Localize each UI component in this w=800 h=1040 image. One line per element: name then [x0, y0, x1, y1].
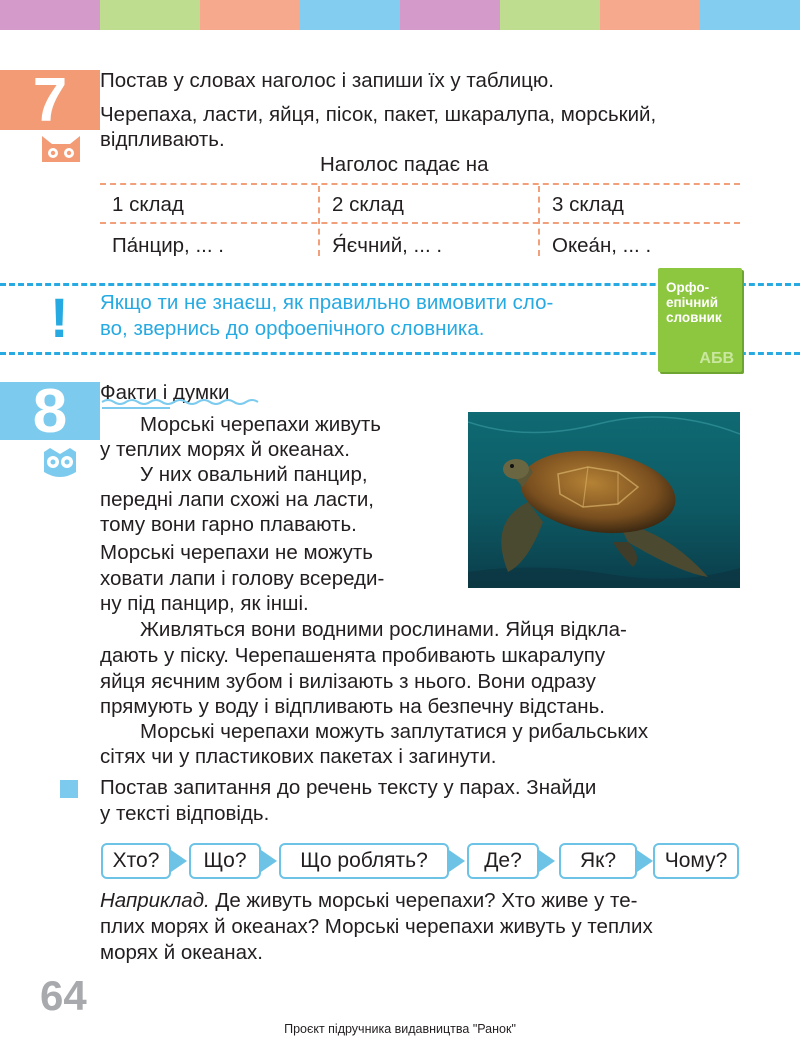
title-wavy-underline: [100, 398, 265, 412]
task-8-number: [0, 376, 100, 446]
arrow-icon: [449, 850, 465, 872]
text-line: У них овальний панцир,: [140, 463, 368, 486]
text-line: ну під панцир, як інші.: [100, 592, 309, 615]
task-7-number: [0, 65, 100, 135]
subtask-square-marker: [60, 780, 78, 798]
task-8-title: Факти і думки: [100, 381, 230, 404]
cell-syllable-3: Океа́н, ... .: [552, 234, 652, 257]
table-divider-1: [318, 186, 320, 256]
question-what-do: Що роблять?: [279, 843, 449, 879]
question-how: Як?: [559, 843, 637, 879]
subtask-line2: у тексті відповідь.: [100, 802, 270, 825]
arrow-icon: [171, 850, 187, 872]
task-7-number-text: 7: [32, 65, 68, 135]
sea-turtle-image: [468, 412, 740, 588]
header-syllable-3: 3 склад: [552, 193, 624, 216]
text-line: яйця яєчним зубом і вилізають з нього. Вони одразу: [100, 670, 596, 693]
table-caption: Наголос падає на: [320, 153, 489, 176]
orthoepic-dictionary-book: [658, 268, 742, 372]
question-what: Що?: [189, 843, 261, 879]
book-title-line3: словник: [666, 310, 722, 325]
arrow-icon: [637, 850, 653, 872]
text-line: у теплих морях й океанах.: [100, 438, 350, 461]
cell-syllable-2: Я́єчний, ... .: [332, 234, 443, 257]
question-who: Хто?: [101, 843, 171, 879]
arrow-icon: [539, 850, 555, 872]
top-stripe: [400, 0, 500, 30]
hint-text-line2: во, звернись до орфоепічного словника.: [100, 317, 485, 340]
top-stripe: [700, 0, 800, 30]
header-syllable-2: 2 склад: [332, 193, 404, 216]
table-divider-2: [538, 186, 540, 256]
example-label: Наприклад.: [100, 889, 210, 912]
text-line: сітях чи у пластикових пакетах і загинути.: [100, 745, 497, 768]
header-syllable-1: 1 склад: [112, 193, 184, 216]
question-why: Чому?: [653, 843, 739, 879]
cell-syllable-1: Па́нцир, ... .: [112, 234, 224, 257]
page-number: 64: [40, 972, 87, 1019]
book-letters: АБВ: [699, 350, 734, 367]
top-color-stripes: [0, 0, 800, 30]
book-title-line1: Орфо-: [666, 280, 710, 295]
text-line: Морські черепахи не можуть: [100, 541, 373, 564]
owl-icon: [42, 446, 78, 480]
hint-text-line1: Якщо ти не знаєш, як правильно вимовити сло-: [100, 291, 554, 314]
text-line: тому вони гарно плавають.: [100, 513, 357, 536]
table-top-line: [100, 183, 740, 185]
example-line1: Наприклад. Де живуть морські черепахи? Хто живе у те-: [100, 889, 638, 912]
top-stripe: [500, 0, 600, 30]
top-stripe: [100, 0, 200, 30]
text-line: Морські черепахи можуть заплутатися у рибальських: [140, 720, 649, 743]
example-line2: плих морях й океанах? Морські черепахи живуть у теплих: [100, 915, 653, 938]
top-stripe: [0, 0, 100, 30]
text-line: Живляться вони водними рослинами. Яйця відкла-: [140, 618, 627, 641]
text-line: ховати лапи і голову всереди-: [100, 567, 385, 590]
top-stripe: [600, 0, 700, 30]
text-line: передні лапи схожі на ласти,: [100, 488, 374, 511]
footer-note: Проєкт підручника видавництва "Ранок": [284, 1022, 516, 1036]
top-stripe: [200, 0, 300, 30]
top-stripe: [300, 0, 400, 30]
task-7-words-line2: відпливають.: [100, 128, 225, 151]
text-line: прямують у воду і відпливають на безпечну відстань.: [100, 695, 605, 718]
book-title-line2: епічний: [666, 295, 719, 310]
example-line3: морях й океанах.: [100, 941, 263, 964]
task-8-number-text: 8: [32, 376, 68, 446]
question-where: Де?: [467, 843, 539, 879]
exclamation-icon: !: [50, 286, 69, 349]
subtask-line1: Постав запитання до речень тексту у парах. Знайди: [100, 776, 597, 799]
task-7-words-line1: Черепаха, ласти, яйця, пісок, пакет, шкаралупа, морський,: [100, 103, 657, 126]
cat-icon: [40, 132, 82, 164]
task-7-instruction: Постав у словах наголос і запиши їх у таблицю.: [100, 69, 554, 92]
table-mid-line: [100, 222, 740, 224]
arrow-icon: [261, 850, 277, 872]
text-line: Морські черепахи живуть: [140, 413, 381, 436]
text-line: дають у піску. Черепашенята пробивають шкаралупу: [100, 644, 606, 667]
